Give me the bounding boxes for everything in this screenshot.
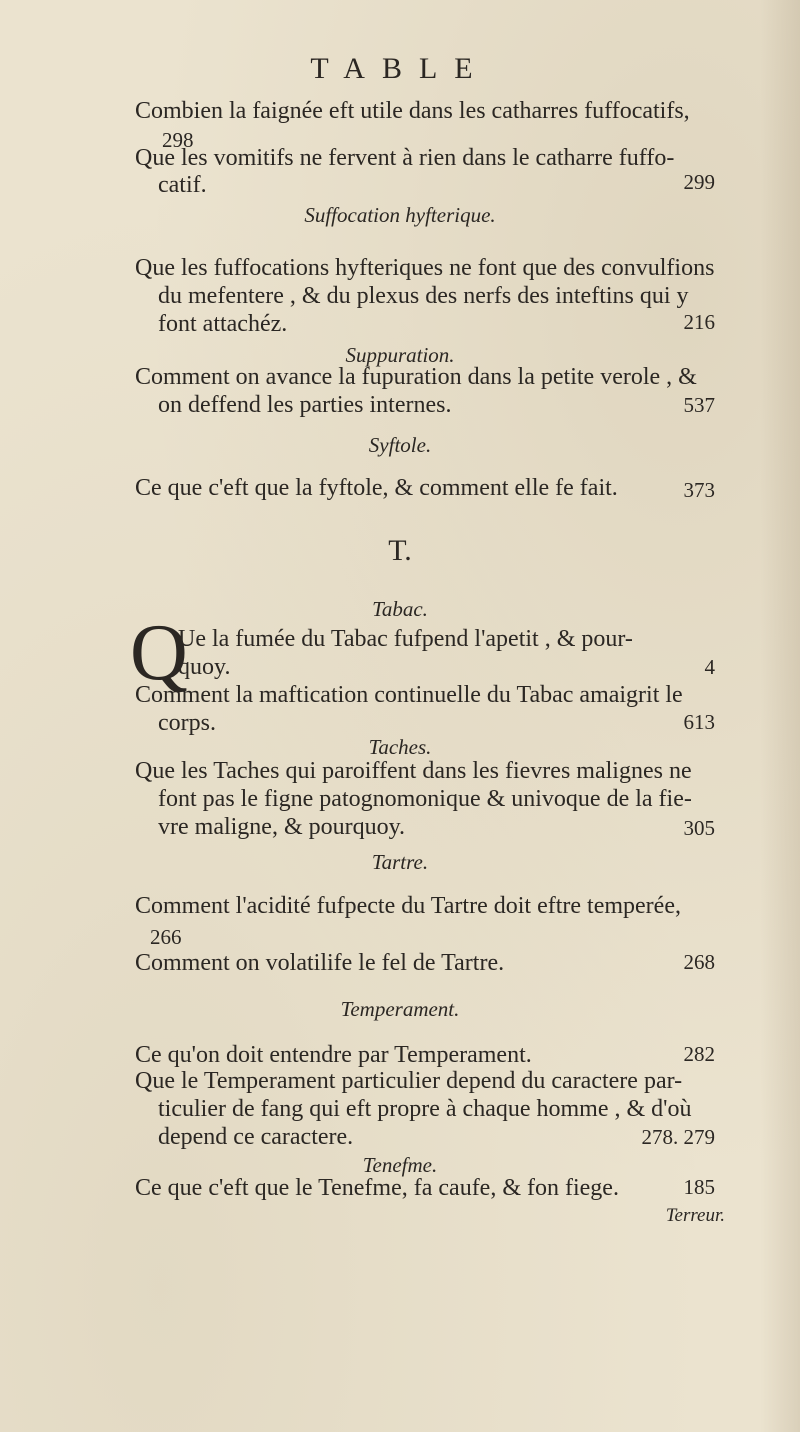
- entry-page-number: 266: [150, 925, 182, 949]
- catchword: Terreur.: [665, 1205, 725, 1226]
- entry-page-number: 216: [683, 310, 715, 334]
- entry-text: Combien la faignée eft utile dans les catharres fuffocatifs,: [135, 98, 690, 124]
- entry-text: Que les fuffocations hyfteriques ne font que des convulfions: [135, 255, 715, 281]
- section-heading: Tartre.: [371, 850, 429, 874]
- entry-text: Que les vomitifs ne fervent à rien dans le catharre fuffo-: [135, 145, 675, 171]
- entry-text: Ce que c'eft que le Tenefme, fa caufe, & fon fiege.: [135, 1175, 619, 1201]
- entry-page-number: 298: [162, 128, 194, 152]
- section-letter: T.: [388, 534, 412, 567]
- entry-text: depend ce caractere.: [158, 1124, 354, 1150]
- entry-text: Comment on avance la fupuration dans la petite verole , &: [135, 364, 697, 390]
- entry-page-number: 185: [683, 1175, 715, 1199]
- entry-text: quoy.: [178, 654, 231, 680]
- running-head: TABLE: [310, 52, 490, 85]
- entry-text: Que le Temperament particulier depend du caractere par-: [135, 1068, 683, 1094]
- entry-text: font pas le figne patognomonique & univoque de la fie-: [158, 786, 692, 812]
- entry-page-number: 305: [683, 816, 715, 840]
- entry-page-number: 268: [683, 950, 715, 974]
- entry-text: Ce que c'eft que la fyftole, & comment elle fe fait.: [135, 475, 618, 501]
- entry-text: Que les Taches qui paroiffent dans les fievres malignes ne: [135, 758, 692, 784]
- entry-page-number: 613: [683, 710, 715, 734]
- section-heading: Tenefme.: [362, 1153, 438, 1177]
- entry-text: Ce qu'on doit entendre par Temperament.: [135, 1042, 532, 1068]
- entry-page-number: 4: [704, 655, 715, 679]
- entry-text: catif.: [158, 172, 207, 198]
- entry-page-number: 278. 279: [641, 1125, 715, 1149]
- entry-text: corps.: [158, 710, 216, 736]
- section-heading: Syftole.: [368, 433, 432, 457]
- section-heading: Temperament.: [340, 997, 460, 1021]
- section-heading: Suppuration.: [345, 343, 455, 367]
- entry-page-number: 299: [683, 170, 715, 194]
- entry-text: vre maligne, & pourquoy.: [158, 814, 406, 840]
- entry-text: on deffend les parties internes.: [158, 392, 452, 418]
- entry-text: du mefentere , & du plexus des nerfs des inteftins qui y: [158, 283, 689, 309]
- section-heading: Suffocation hyfterique.: [304, 203, 496, 227]
- entry-text: font attachéz.: [158, 311, 288, 337]
- section-heading: Tabac.: [372, 597, 428, 621]
- entry-text: Comment on volatilife le fel de Tartre.: [135, 950, 505, 976]
- entry-page-number: 537: [683, 393, 715, 417]
- drop-cap: Q: [130, 609, 188, 697]
- entry-text: Comment l'acidité fufpecte du Tartre doit eftre temperée,: [135, 893, 681, 919]
- entry-text: Ue la fumée du Tabac fufpend l'apetit , & pour-: [178, 626, 633, 652]
- entry-page-number: 373: [683, 478, 715, 502]
- section-heading: Taches.: [368, 735, 432, 759]
- entry-text: ticulier de fang qui eft propre à chaque homme , & d'où: [158, 1096, 692, 1122]
- entry-page-number: 282: [683, 1042, 715, 1066]
- entry-text: Comment la maftication continuelle du Tabac amaigrit le: [135, 682, 683, 708]
